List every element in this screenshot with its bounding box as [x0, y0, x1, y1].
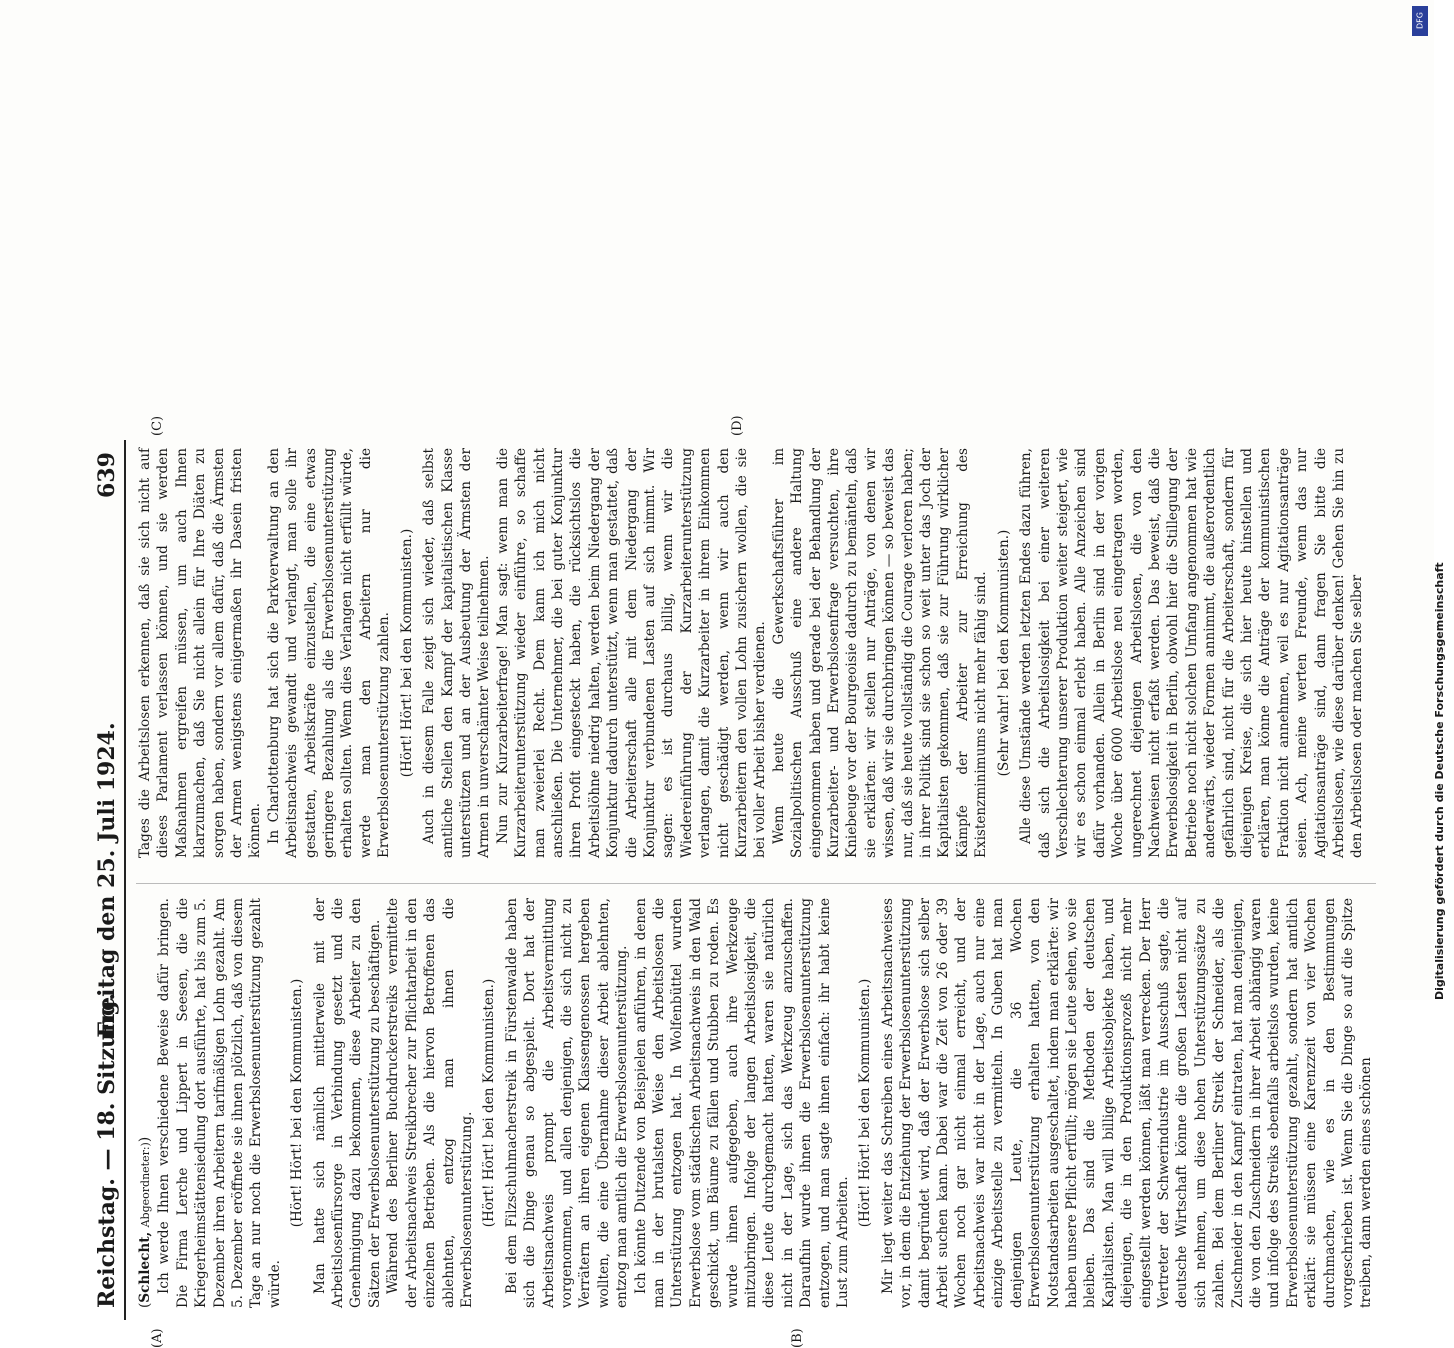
interjection: (Hört! Hört! bei den Kommunisten.) — [289, 978, 306, 1228]
margin-marker-b: (B) — [790, 1328, 805, 1348]
column-separator — [136, 883, 1376, 884]
paragraph: Ich werde Ihnen verschiedene Beweise dafür bringen. Die Firma Lerche und Lippert in Seesen, die die Kriegerheimstättensiedlung dort ausführte, hat bis zum 5. Dezember ihren Arbeitern tarifmäßigen Lohn gezahlt. Am 5. Dezember eröffnete sie ihnen plötzlich, daß von diesem Tage an nur noch die Erwerbslosenunterstützung gezahlt würde. — [156, 898, 283, 1308]
paragraph: Bei dem Filzschuhmacherstreik in Fürstenwalde haben sich die Dinge genau so abgespielt. Dort hat der Arbeitsnachweis prompt die Arbeitsvermittlung vorgenommen, und allen denjenigen, die sich nicht zu Verrätern an ihren eigenen Klassengenossen hergeben wollten, die eine Übernahme dieser Arbeit ablehnten, entzog man amtlich die Erwerbslosenunterstützung. — [503, 898, 631, 1308]
paragraph: Man hatte sich nämlich mittlerweile mit der Arbeitslosenfürsorge in Verbindung gesetzt und die Genehmigung dazu bekommen, diese Arbeiter zu den Sätzen der Erwerbslosenunterstützung zu beschäftigen. — [311, 898, 383, 1308]
text-column-left — [136, 898, 1376, 1308]
paragraph: Wenn heute die Gewerkschaftsführer im Sozialpolitischen Ausschuß eine andere Haltung eingenommen haben und gerade bei der Behandlung der Kurzarbeiter- und Erwerbslosenfrage versuchten, ihre Kniebeuge vor der Bourgeoisie dadurch zu bemänteln, daß sie erklärten: wir stellen nur Anträge, von denen wir wissen, daß wir sie durchbringen können — so beweist das nur, daß sie heute vollständig die Courage verloren haben; in ihrer Politik sind sie schon so weit unter das Joch der Kapitalisten gekommen, daß sie zur Führung wirklicher Kämpfe der Arbeiter zur Erreichung des Existenzminimums nicht mehr fähig sind. — [770, 448, 990, 858]
digitization-credit: Digitalisierung gefördert durch die Deutsche Forschungsgemeinschaft — [1433, 562, 1446, 1000]
paragraph: Auch in diesem Falle zeigt sich wieder, daß selbst amtliche Stellen den Kampf der kapitalistischen Klasse unterstützen und an der Ausbeutung der Ärmsten der Armen in unverschämter Weise teilnehmen. — [421, 448, 493, 858]
dfg-sidebar — [1404, 0, 1446, 1000]
header-page-number: 639 — [94, 452, 120, 498]
paragraph: Nun zur Kurzarbeiterfrage! Man sagt: wenn man die Kurzarbeiterunterstützung wieder einführe, so schaffe man zweierlei Recht. Dem kann ich mich nicht anschließen. Die Unternehmer, die bei guter Konjunktur ihren Profit eingesteckt haben, die rücksichtslos die Arbeitslöhne niedrig halten, werden beim Niedergang der Konjunktur dadurch unterstützt, wenn man gestattet, daß die Arbeiterschaft alle mit dem Niedergang der Konjunktur verbundenen Lasten auf sich nimmt. Wir sagen: es ist durchaus billig, wenn wir die Wiedereinführung der Kurzarbeiterunterstützung verlangen, damit die Kurzarbeiter in ihrem Einkommen nicht geschädigt werden, wenn wir auch den Kurzarbeitern den vollen Lohn zusichern wollen, die sie bei voller Arbeit bisher verdienen. — [494, 448, 769, 858]
interjection: (Hört! Hört! bei den Kommunisten.) — [398, 528, 415, 778]
paragraph: In Charlottenburg hat sich die Parkverwaltung an den Arbeitsnachweis gewandt und verlangt, man solle ihr gestatten, Arbeitskräfte einzustellen, die eine etwas geringere Bezahlung als die Erwerbslosenunterstützung erhalten sollten. Wenn dies Verlangen nicht erfüllt würde, werde man den Arbeitern nur die Erwerbslosenunterstützung zahlen. — [265, 448, 393, 858]
interjection: (Sehr wahr! bei den Kommunisten.) — [995, 529, 1012, 777]
paragraph: Mir liegt weiter das Schreiben eines Arbeitsnachweises vor, in dem die Entziehung der Erwerbslosenunterstützung damit begründet wird, daß der Erwerbslose sich selber Arbeit suchen kann. Dabei war die Zeit von 26 oder 39 Wochen noch gar nicht einmal erreicht, und der Arbeitsnachweis war nicht in der Lage, auch nur eine einzige Arbeitsstelle zu vermitteln. In Guben hat man denjenigen Leute, die 36 Wochen Erwerbslosenunterstützung erhalten hatten, von den Notstandsarbeiten ausgeschaltet, indem man erklärte: wir haben unsere Pflicht erfüllt; mögen sie Leute sehen, wo sie bleiben. Das sind die Methoden der deutschen Kapitalisten. Man will billige Arbeitsobjekte haben, und diejenigen, die in den Produktionsprozeß nicht mehr eingestellt werden können, läßt man verrecken. Der Herr Vertreter der Schwerindustrie im Ausschuß sagte, die deutsche Wirtschaft könne die großen Lasten nicht auf sich nehmen, um diese hohen Unterstützungssätze zu zahlen. Bei dem Berliner Streik der Schneider, als die Zuschneider in den Kampf eintraten, hat man denjenigen, die von den Zuschneidern in ihrer Arbeit abhängig waren und infolge des Streiks ebenfalls arbeitslos wurden, keine Erwerbslosenunterstützung gezahlt, sondern hat amtlich erklärt: sie müssen eine Karenzzeit von vier Wochen durchmachen, wie es in den Bestimmungen vorgeschrieben ist. Wenn Sie die Dinge so auf die Spitze treiben, dann werden eines schönen — [879, 898, 1375, 1308]
margin-marker-c: (C) — [150, 415, 165, 436]
margin-marker-d: (D) — [730, 415, 745, 436]
speaker-role: Abgeordneter:) — [139, 1142, 152, 1228]
paragraph: Alle diese Umstände werden letzten Endes dazu führen, daß sich die Arbeitslosigkeit bei einer weiteren Verschlechterung unserer Produktion weiter steigert, wie wir es schon einmal erlebt haben. Alle Anzeichen sind dafür vorhanden. Allein in Berlin sind in der vorigen Woche über 6000 Arbeitslose neu eingetragen worden, ungerechnet diejenigen Arbeitslosen, die von den Nachweisen nicht erfaßt werden. Das beweist, daß die Erwerbslosigkeit in Berlin, obwohl hier die Stillegung der Betriebe noch nicht solchen Umfang angenommen hat wie anderwärts, wieder Formen annimmt, die außerordentlich gefährlich sind, nicht für die Arbeiterschaft, sondern für diejenigen Kreise, die sich hier heute hinstellen und erklären, man könne die Anträge der kommunistischen Fraktion nicht annehmen, weil es nur Agitationsanträge seien. Ach, meine werten Freunde, wenn das nur Agitationsanträge sind, dann fragen Sie bitte die Arbeitslosen, wie diese darüber denken! Gehen Sie hin zu den Arbeitslosen oder machen Sie selber — [1018, 448, 1366, 858]
dfg-logo: DFG — [1412, 6, 1428, 36]
speaker-name: Schlecht, — [137, 1231, 153, 1303]
interjection: (Hört! Hört! bei den Kommunisten.) — [857, 978, 874, 1228]
rotated-page — [90, 415, 1390, 1348]
speaker-line: (Schlecht, Abgeordneter:)) — [137, 1136, 153, 1308]
header-session: Reichstag. — 18. Sitzung. — [94, 992, 120, 1308]
paragraph: Tages die Arbeitslosen erkennen, daß sie sich nicht auf dieses Parlament verlassen können, und sie werden Maßnahmen ergreifen müssen, um auch Ihnen klarzumachen, daß Sie nicht allein für Ihre Diäten zu sorgen haben, sondern vor allem dafür, daß die Ärmsten der Armen wenigstens einigermaßen ihr Dasein fristen können. — [137, 448, 264, 858]
page-header — [90, 440, 126, 1320]
text-column-right — [136, 448, 1376, 858]
paragraph: Ich könnte Dutzende von Beispielen anführen, in denen man in der brutalsten Weise den Arbeitslosen die Unterstützung entzogen hat. In Wolfenbüttel wurden Erwerbslose vom städtischen Arbeitsnachweis in den Wald geschickt, um Bäume zu fällen und Stubben zu roden. Es wurde ihnen aufgegeben, auch ihre Werkzeuge mitzubringen. Infolge der langen Arbeitslosigkeit, die diese Leute durchgemacht hatten, waren sie natürlich nicht in der Lage, sich das Werkzeug anzuschaffen. Daraufhin wurde ihnen die Erwerbslosenunterstützung entzogen, und man sagte ihnen einfach: ihr habt keine Lust zum Arbeiten. — [632, 898, 852, 1308]
interjection: (Hört! Hört! bei den Kommunisten.) — [481, 978, 498, 1228]
header-date: Freitag den 25. Juli 1924. — [94, 722, 120, 1038]
margin-marker-a: (A) — [150, 1328, 165, 1348]
paragraph: Während des Berliner Buchdruckerstreiks vermittelte der Arbeitsnachweis Streikbrecher zur Pflichtarbeit in den einzelnen Betrieben. Als die hiervon Betroffenen das ablehnten, entzog man ihnen die Erwerbslosenunterstützung. — [385, 898, 475, 1308]
